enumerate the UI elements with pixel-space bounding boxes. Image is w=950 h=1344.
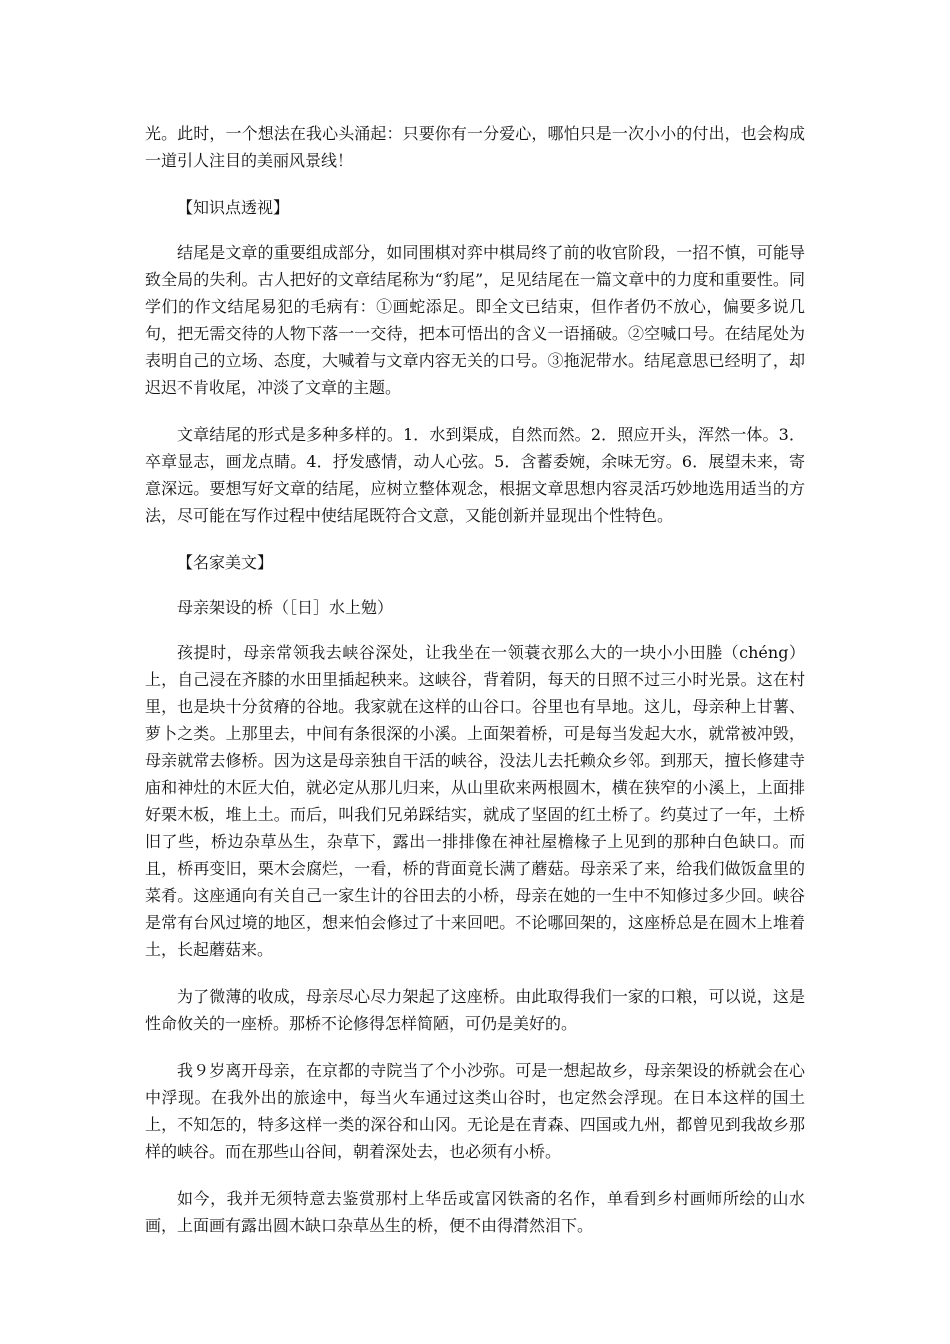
famous-essay-section-heading: 【名家美文】 [177,553,274,572]
essay-paragraph-1: 孩提时，母亲常领我去峡谷深处，让我坐在一领蓑衣那么大的一块小小田塍（chéng）上，自己浸在齐膝的水田里插起秧来。这峡谷，背着阴，每天的日照不过三小时光景。这在村里，也是块十分贫瘠的谷地。我家就在这样的山谷口。谷里也有旱地。这儿，母亲种上甘薯、萝卜之类。上那里去，中间有条很深的小溪。上面架着桥，可是每当发起大水，就常被冲毁，母亲就常去修桥。因为这是母亲独自干活的峡谷，没法儿去托赖众乡邻。到那天，擅长修建寺庙和神灶的木匠大伯，就必定从那儿归来，从山里砍来两根圆木，横在狭窄的小溪上，上面排好栗木板，堆上土。而后，叫我们兄弟踩结实，就成了坚固的红土桥了。约莫过了一年，土桥旧了些，桥边杂草丛生，杂草下，露出一排排像在神社屋檐椽子上见到的那种白色缺口。而且，桥再变旧，栗木会腐烂，一看，桥的背面竟长满了蘑菇。母亲采了来，给我们做饭盒里的菜肴。这座通向有关自己一家生计的谷田去的小桥，母亲在她的一生中不知修过多少回。峡谷是常有台风过境的地区，想来怕会修过了十来回吧。不论哪回架的，这座桥总是在圆木上堆着土，长起蘑菇来。 [145,643,805,959]
knowledge-paragraph-2: 文章结尾的形式是多种多样的。1．水到渠成，自然而然。2．照应开头，浑然一体。3．卒章显志，画龙点睛。4．抒发感情，动人心弦。5．含蓄委婉，余味无穷。6．展望未来，寄意深远。要想写好文章的结尾，应树立整体观念，根据文章思想内容灵活巧妙地选用适当的方法，尽可能在写作过程中使结尾既符合文意，又能创新并显现出个性特色。 [145,425,805,525]
essay-paragraph-4: 如今，我并无须特意去鉴赏那村上华岳或富冈铁斋的名作，单看到乡村画师所绘的山水画，上面画有露出圆木缺口杂草丛生的桥，便不由得潸然泪下。 [145,1189,805,1235]
knowledge-section-heading: 【知识点透视】 [177,198,290,217]
document-body [145,120,805,1259]
knowledge-paragraph-1: 结尾是文章的重要组成部分，如同围棋对弈中棋局终了前的收官阶段，一招不慎，可能导致全局的失利。古人把好的文章结尾称为“豹尾”，足见结尾在一篇文章中的力度和重要性。同学们的作文结尾易犯的毛病有：①画蛇添足。即全文已结束，但作者仍不放心，偏要多说几句，把无需交待的人物下落一一交待，把本可悟出的含义一语捅破。②空喊口号。在结尾处为表明自己的立场、态度，大喊着与文章内容无关的口号。③拖泥带水。结尾意思已经明了，却迟迟不肯收尾，冲淡了文章的主题。 [145,243,805,397]
essay-title: 母亲架设的桥（［日］水上勉） [177,598,394,617]
intro-tail-paragraph: 光。此时，一个想法在我心头涌起：只要你有一分爱心，哪怕只是一次小小的付出，也会构成一道引人注目的美丽风景线！ [145,124,805,170]
essay-paragraph-2: 为了微薄的收成，母亲尽心尽力架起了这座桥。由此取得我们一家的口粮，可以说，这是性命攸关的一座桥。那桥不论修得怎样简陋，可仍是美好的。 [145,987,805,1033]
essay-paragraph-3: 我９岁离开母亲，在京都的寺院当了个小沙弥。可是一想起故乡，母亲架设的桥就会在心中浮现。在我外出的旅途中，每当火车通过这类山谷时，也定然会浮现。在日本这样的国土上，不知怎的，特多这样一类的深谷和山冈。无论是在青森、四国或九州，都曾见到我故乡那样的峡谷。而在那些山谷间，朝着深处去，也必须有小桥。 [145,1061,805,1161]
